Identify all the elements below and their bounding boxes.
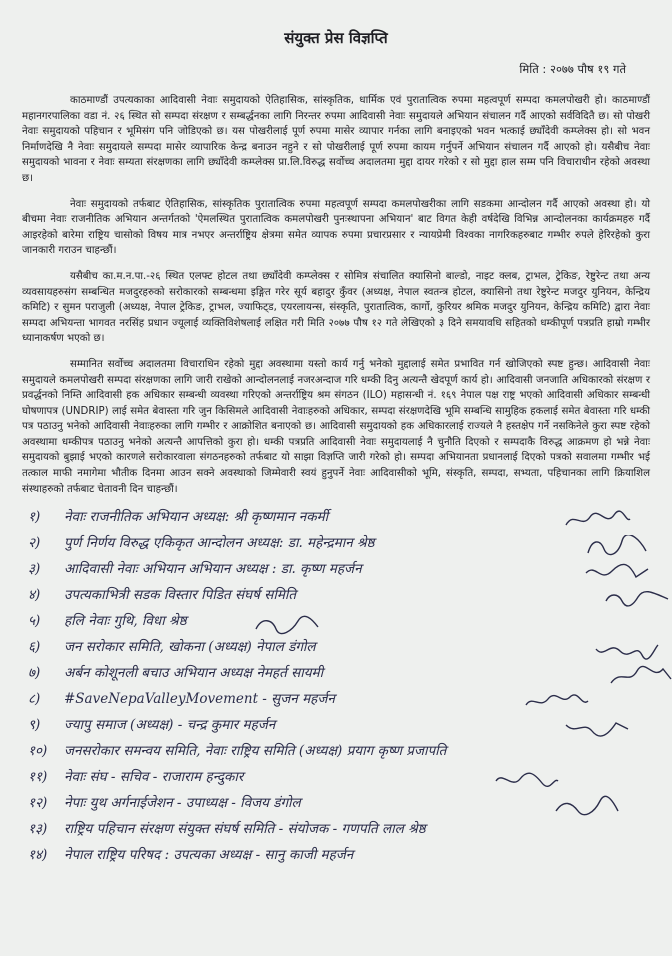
signatory-text: पुर्ण निर्णय विरुद्ध एकिकृत आन्दोलन अध्यक्ष: डा. महेन्द्रमान श्रेष्ठ	[64, 535, 375, 552]
signatory-number: २)	[28, 535, 41, 552]
paragraph-3: यसैबीच का.म.न.पा.-२६ स्थित एलफ्ट होटल तथा छ्याँदेवी कम्प्लेक्स र सोमित्र संचालित क्यासिनो बाल्डो, नाइट क्लब, ट्राभल, ट्रेकिङ, रेष्टुरेन्ट तथा अन्य व्यवसायहरुसंग सम्बन्धित मजदुरहरुको सरोकारको सम्बन्धमा इङ्गित गरेर सूर्य बहादुर कुँवर (अध्यक्ष, नेपाल स्वतन्त्र होटल, क्यासिनो तथा रेष्टुरेन्ट मजदुर युनियन, केन्द्रिय कमिटि) र सुमन पराजुली (अध्यक्ष, नेपाल ट्रेकिङ, ट्राभल, ज्याफिट्ड, एयरलायन्स, संस्कृति, पुरातात्विक, कार्गो, कुरियर श्रमिक मजदुर युनियन, केन्द्रिय कमिटि) द्वारा नेवाः सम्पदा अभियन्ता भागवत नरसिंह प्रधान ज्यूलाई व्यक्तिविशेषलाई लक्षित गरी मिति २०७७ पौष १२ गते लेखिएको ३ दिने समयावधि सहितको धम्कीपूर्ण पत्रप्रति हाम्रो गम्भीर ध्यानाकर्षण भएको छ।	[22, 270, 650, 345]
signatory-text: नेवाः राजनीतिक अभियान अध्यक्ष: श्री कृष्णमान नकर्मी	[64, 509, 329, 526]
signatory-text: उपत्यकाभित्री सडक विस्तार पिडित संघर्ष समिति	[64, 587, 297, 604]
signatory-list	[22, 507, 650, 871]
signatory-number: १३)	[28, 821, 48, 838]
document-date: मिति : २०७७ पौष १९ गते	[519, 62, 626, 76]
signatory-item	[22, 637, 650, 663]
signatory-text: #SaveNepaValleyMovement - सुजन महर्जन	[64, 691, 335, 708]
paragraph-2: नेवाः समुदायको तर्फबाट ऐतिहासिक, सांस्कृतिक पुरातात्विक रुपमा महत्वपूर्ण सम्पदा कमलपोखरीका लागि सडकमा आन्दोलन गर्दै आएको अवस्था हो। यो बीचमा नेवाः राजनीतिक अभियान अन्तर्गतको 'ऐमलस्थित पुरातात्विक कमलपोखरी पुनःस्थापना अभियान' बाट विगत केही वर्षदेखि विभिन्न आन्दोलनका कार्यक्रमहरु गर्दै आइरहेको बारेमा राष्ट्रिय चासोको विषय मात्र नभएर अन्तर्राष्ट्रिय क्षेत्रमा समेत व्यापक रुपमा प्रचारप्रसार र न्यायप्रेमी विश्वका नागरिकहरुबाट गम्भीर रुपले हेरिरहेको कुरा जानकारी गराउन चाहन्छौं।	[22, 198, 650, 257]
signatory-item	[22, 715, 650, 741]
signatory-number: ६)	[28, 639, 41, 656]
signatory-text: जनसरोकार समन्वय समिति, नेवाः राष्ट्रिय समिति (अध्यक्ष) प्रयाग कृष्ण प्रजापति	[64, 743, 447, 760]
handwritten-signature	[582, 535, 652, 557]
signatory-text: ज्यापु समाज (अध्यक्ष) - चन्द्र कुमार महर्जन	[64, 717, 276, 734]
signatory-number: १२)	[28, 795, 48, 812]
handwritten-signature	[252, 613, 322, 635]
signatory-item	[22, 559, 650, 585]
handwritten-signature	[582, 561, 652, 583]
paragraph-4: सम्मानित सर्वोच्च अदालतमा विचाराधिन रहेको मुद्दा अवस्थामा यस्तो कार्य गर्नु भनेको मुद्दालाई समेत प्रभावित गर्न खोजिएको स्पष्ट हुन्छ। आदिवासी नेवाः समुदायले कमलपोखरी सम्पदा संरक्षणका लागि जारी राखेको आन्दोलनलाई नजरअन्दाज गरि धम्की दिनु अत्यन्तै खेदपूर्ण कार्य हो। आदिवासी जनजाति अधिकारको संरक्षण र प्रवर्द्धनको निम्ति आदिवासी हक अधिकार सम्बन्धी व्यवस्था गरिएको अन्तर्राष्ट्रिय श्रम संगठन (ILO) महासन्धी नं. १६९ नेपाल पक्ष राष्ट्र भएको आदिवासी अधिकार सम्बन्धी घोषणापत्र (UNDRIP) लाई समेत बेवास्ता गरि जुन किसिमले आदिवासी नेवाःहरुको अधिकार, सम्पदा संरक्षणदेखि भूमि सम्बन्धि सामुहिक हकलाई समेत बेवास्ता गरि धम्की पत्र पठाउनु भनेको आदिवासी नेवाःहरुका लागि गम्भीर र आक्रोशित बनाएको छ। आदिवासी समुदायको हक अधिकारलाई राज्यले नै हस्तक्षेप गर्ने नसकिनेले कुरा स्पष्ट रहेको अवस्थामा धम्कीपत्र पठाउनु भनेको अत्यन्तै आपत्तिको कुरा हो। धम्की पत्रप्रति आदिवासी नेवाः समुदायलाई नै चुनौति दिएको र सम्पदाकै विरुद्ध आक्रमण हो भन्ने नेवाः समुदायको बुझाई भएको कारणले सरोकारवाला संगठनहरुको तर्फबाट यो साझा विज्ञप्ति जारी गरेको हो। सम्पदा अभियानता प्रधानलाई दिएको पत्रको सवालमा गम्भीर भई तत्काल माफी नमागेमा भौतीक दिनमा आउन सक्ने अवस्थाको जिम्मेवारी स्वयं हुनुपर्ने नेवाः आदिवासीको भूमि, संस्कृति, सम्पदा, सभ्यता, पहिचानका लागि क्रियाशिल संस्थाहरुको तर्फबाट चेतावनी दिन चाहन्छौं।	[22, 358, 650, 495]
signatory-number: ९)	[28, 717, 41, 734]
signatory-item	[22, 845, 650, 871]
signatory-item	[22, 611, 650, 637]
signatory-item	[22, 585, 650, 611]
signatory-item	[22, 507, 650, 533]
signatory-number: १४)	[28, 847, 48, 864]
signatory-text: आदिवासी नेवाः अभियान अभियान अध्यक्ष : डा. कृष्ण महर्जन	[64, 561, 362, 578]
signatory-number: १०)	[28, 743, 48, 760]
signatory-number: ११)	[28, 769, 48, 786]
handwritten-signature	[492, 769, 562, 791]
signatory-text: जन सरोकार समिति, खोकना (अध्यक्ष) नेपाल डंगोल	[64, 639, 316, 656]
signatory-number: ७)	[28, 665, 41, 682]
handwritten-signature	[522, 691, 592, 713]
signatory-text: राष्ट्रिय पहिचान संरक्षण संयुक्त संघर्ष समिति - संयोजक - गणपति लाल श्रेष्ठ	[64, 821, 426, 838]
handwritten-signature	[602, 587, 672, 609]
signatory-text: नेपाल राष्ट्रिय परिषद : उपत्यका अध्यक्ष - सानु काजी महर्जन	[64, 847, 354, 864]
document-title: संयुक्त प्रेस विज्ञप्ति	[284, 29, 388, 47]
signatory-number: १)	[28, 509, 41, 526]
signatory-item	[22, 533, 650, 559]
signatory-number: ३)	[28, 561, 41, 578]
signatory-item	[22, 793, 650, 819]
signatory-text: नेपाः युथ अर्गनाईजेशन - उपाध्यक्ष - विजय डंगोल	[64, 795, 301, 812]
signatory-item	[22, 689, 650, 715]
signatory-text: नेवाः संघ - सचिव - राजाराम हन्दुकार	[64, 769, 244, 786]
signatory-item	[22, 663, 650, 689]
signatory-text: अर्बन कोशूनली बचाउ अभियान अध्यक्ष नेमहर्त सायमी	[64, 665, 324, 682]
handwritten-signature	[607, 665, 672, 687]
signatory-number: ५)	[28, 613, 41, 630]
handwritten-signature	[562, 717, 632, 739]
paragraph-1: काठमाण्डौं उपत्यकाका आदिवासी नेवाः समुदायको ऐतिहासिक, सांस्कृतिक, धार्मिक एवं पुरातात्विक रुपमा महत्वपूर्ण सम्पदा कमलपोखरी हो। काठमाण्डौं महानगरपालिका वडा नं. २६ स्थित सो सम्पदा संरक्षण र सम्बर्द्धनका लागि निरन्तर रुपमा आदिवासी नेवाः समुदायले अभियान संचालन गर्दै आएको सर्वविदितै छ। सो पोखरी नेवाः समुदायको पहिचान र भूमिसंग पनि जोडिएको छ। यस पोखरीलाई पूर्ण रुपमा मासेर व्यापार गर्नका लागि बनाइएको भवन भत्काई छ्याँदेवी कम्प्लेक्स हो। सो भवन निर्माणदेखि नै नेवाः समुदायले सम्पदा मासेर व्यापारिक केन्द्र बनाउन नहुने र सो पोखरीलाई पूर्ण रुपमा कायम गर्नुपर्ने अभियान संचालन गर्दै आएको हो। यसैबीच नेवाः समुदायको भावना र नेवाः सम्यता संरक्षणका लागि छ्याँदेवी कम्प्लेक्स प्रा.लि.विरुद्ध सर्वोच्च अदालतमा मुद्दा दायर गरेको र सो मुद्दा हाल सम्म पनि विचाराधीन रहेको अवस्था छ।	[22, 95, 650, 184]
signatory-item	[22, 767, 650, 793]
signatory-item	[22, 741, 650, 767]
handwritten-signature	[562, 509, 632, 531]
signatory-item	[22, 819, 650, 845]
signatory-number: ८)	[28, 691, 41, 708]
signatory-number: ४)	[28, 587, 41, 604]
signatory-text: हलि नेवाः गुथि, विधा श्रेष्ठ	[64, 613, 187, 630]
handwritten-signature	[552, 795, 622, 817]
handwritten-signature	[592, 639, 662, 661]
